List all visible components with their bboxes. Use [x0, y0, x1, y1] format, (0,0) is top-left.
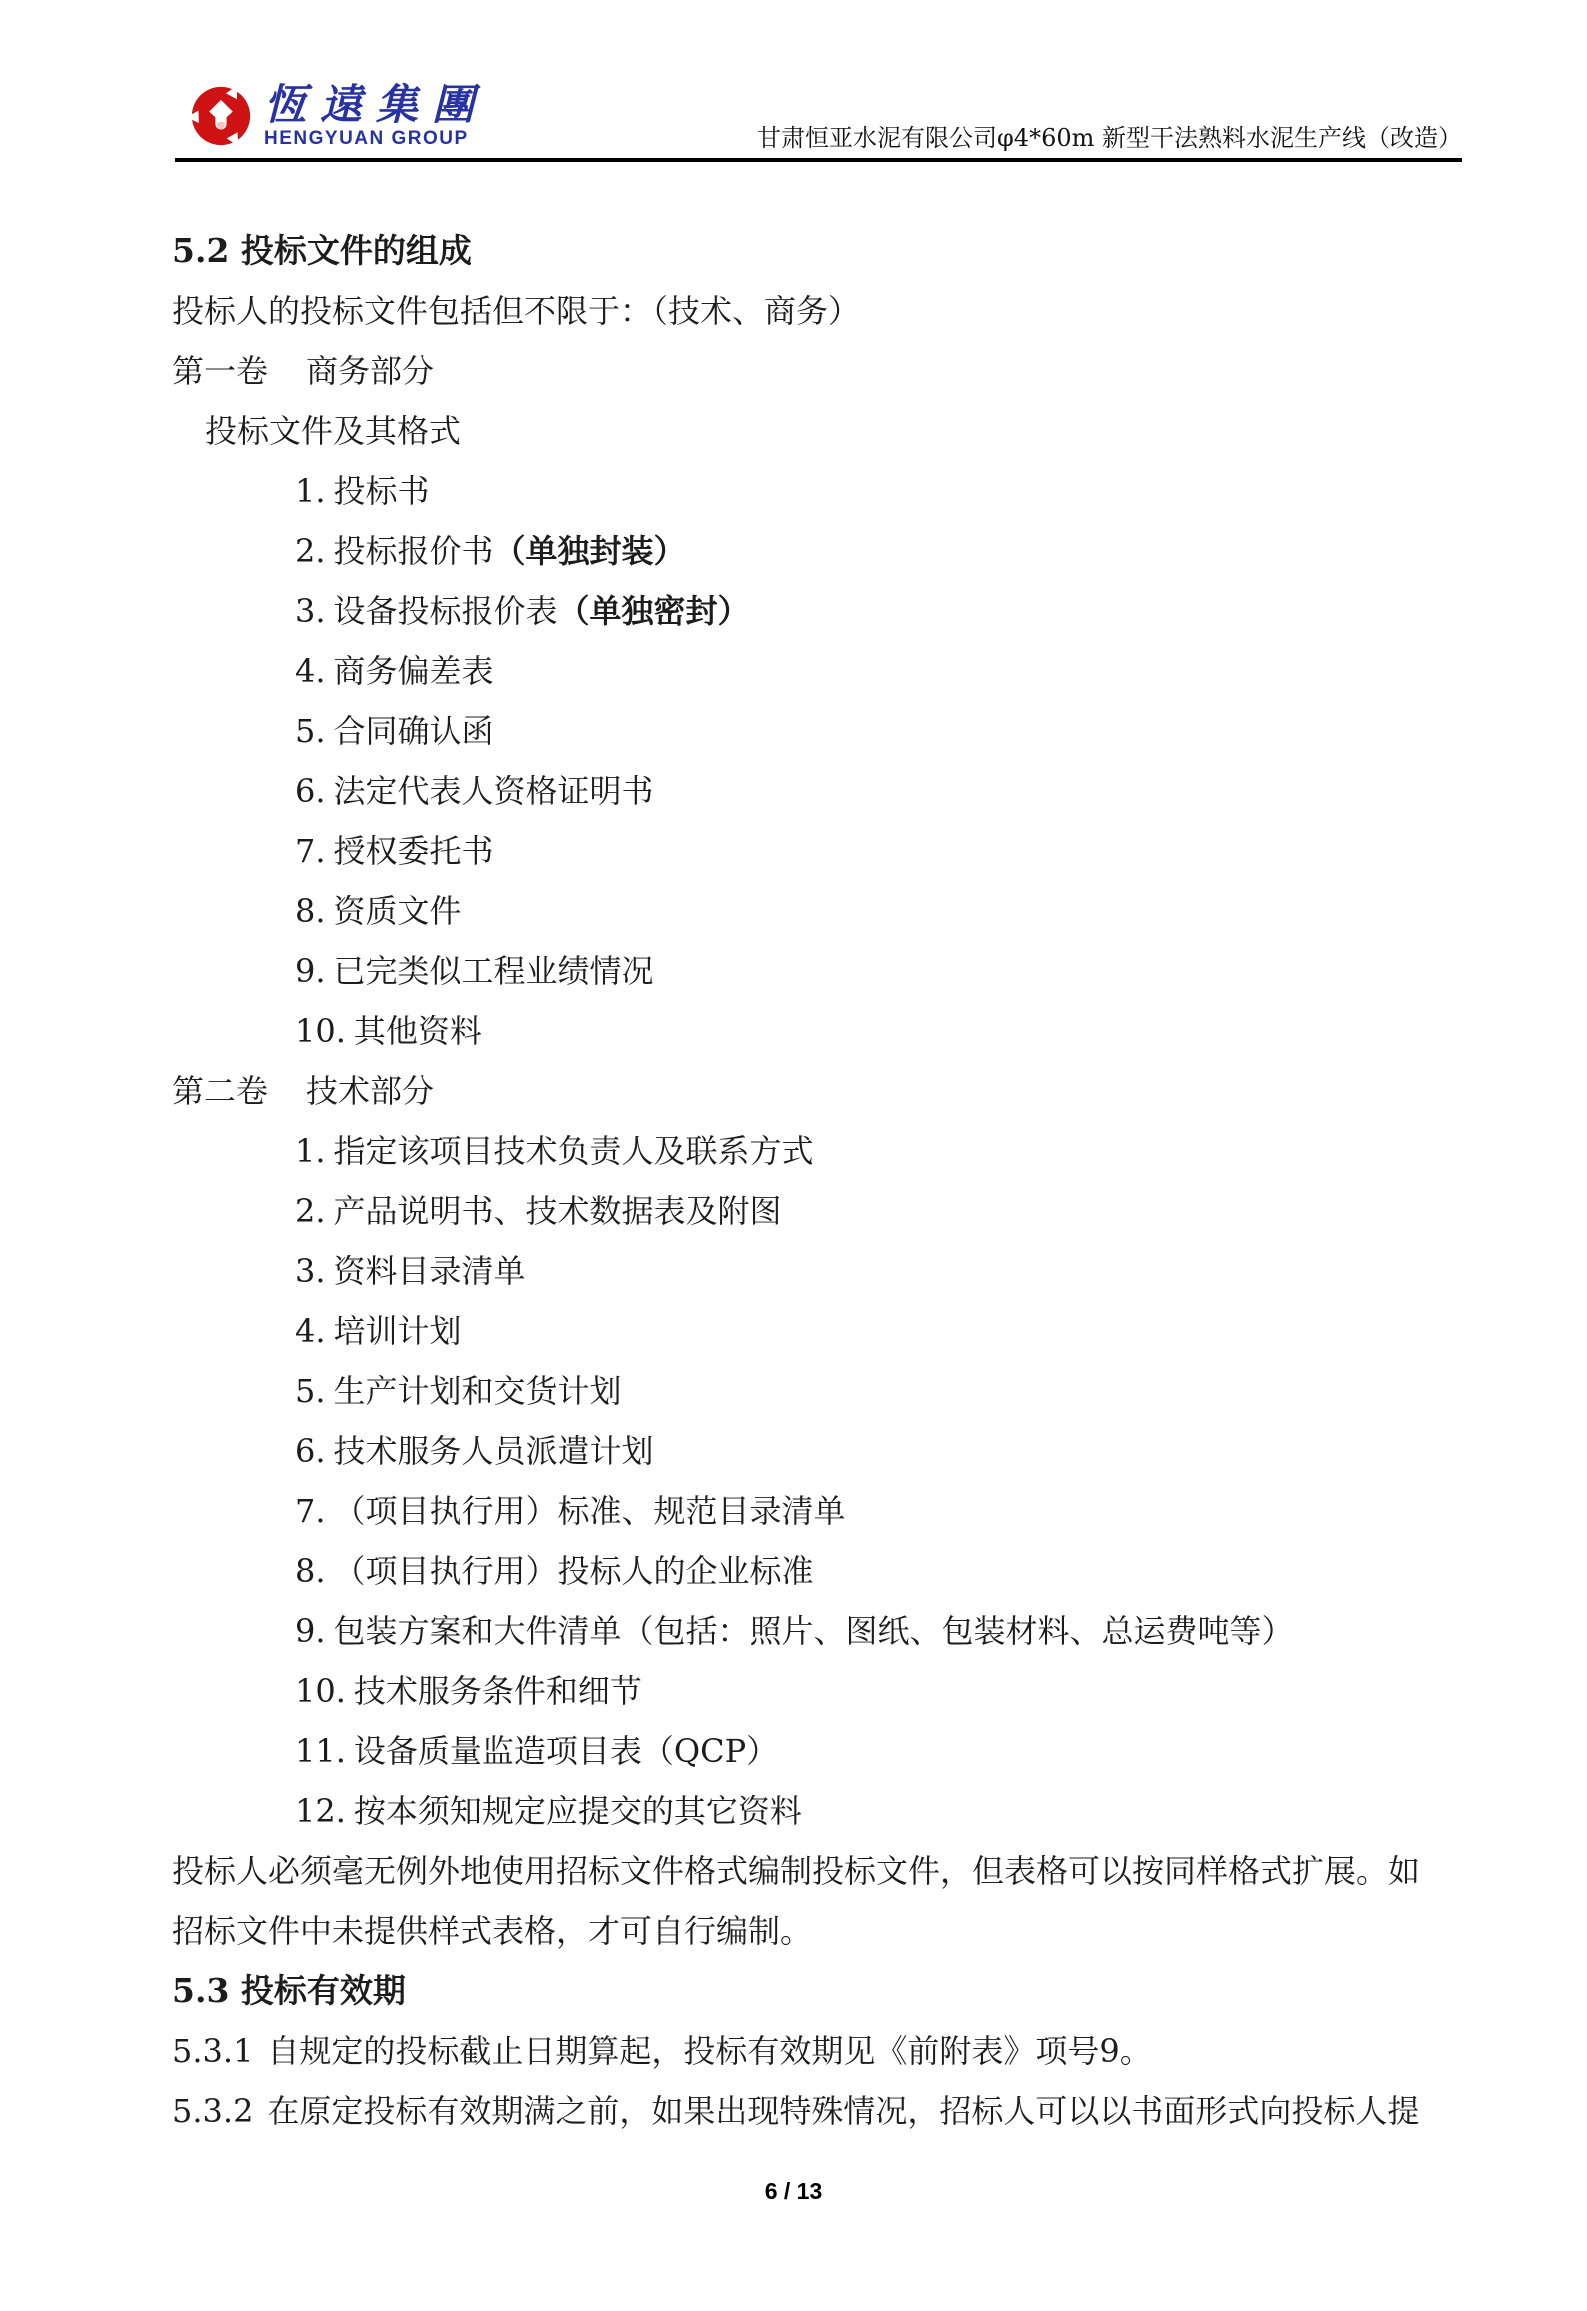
logo-english-name: HENGYUAN GROUP — [264, 128, 469, 149]
logo-chinese-name: 恆遠集團 — [264, 80, 489, 129]
list-item-number: 11. — [295, 1732, 346, 1770]
list-item — [172, 1781, 1467, 1841]
list-item — [172, 641, 1467, 701]
list-item — [172, 461, 1467, 521]
volume1-label: 第一卷 — [172, 352, 269, 390]
list-item — [172, 1661, 1467, 1721]
page-number: 6 / 13 — [764, 2178, 823, 2204]
list-item — [172, 1181, 1467, 1241]
list-item-number: 3. — [295, 1252, 326, 1290]
list-item — [172, 821, 1467, 881]
hengyuan-emblem-icon — [190, 85, 252, 147]
list-item-number: 8. — [295, 892, 326, 930]
list-item-number: 1. — [295, 472, 326, 510]
list-item-text: 生产计划和交货计划 — [333, 1372, 622, 1410]
list-item-number: 9. — [295, 952, 326, 990]
list-item-number: 7. — [295, 832, 326, 870]
list-item-text: （项目执行用）投标人的企业标准 — [333, 1552, 814, 1590]
list-item-number: 7. — [295, 1492, 326, 1530]
list-item-text: 包装方案和大件清单（包括：照片、图纸、包装材料、总运费吨等） — [333, 1612, 1294, 1650]
list-item-text: 技术服务条件和细节 — [353, 1672, 642, 1710]
section-5-3-heading: 5.3 投标有效期 — [172, 1971, 406, 2010]
list-item-text: 投标报价书 — [333, 532, 494, 570]
list-item-number: 4. — [295, 652, 326, 690]
list-item-text: （项目执行用）标准、规范目录清单 — [333, 1492, 846, 1530]
list-item-bold-text: （单独密封） — [557, 592, 750, 630]
list-item — [172, 701, 1467, 761]
list-item-number: 6. — [295, 1432, 326, 1470]
volume2-title: 技术部分 — [306, 1072, 435, 1110]
list-item-text: 技术服务人员派遣计划 — [333, 1432, 654, 1470]
list-item-number: 12. — [295, 1792, 346, 1830]
list-item — [172, 1301, 1467, 1361]
clause-text: 自规定的投标截止日期算起，投标有效期见《前附表》项号9。 — [267, 2032, 1152, 2070]
page-header — [0, 0, 1587, 164]
list-item-number: 9. — [295, 1612, 326, 1650]
list-item-text: 资料目录清单 — [333, 1252, 526, 1290]
closing-paragraph-line1: 投标人必须毫无例外地使用招标文件格式编制投标文件，但表格可以按同样格式扩展。如 — [172, 1852, 1421, 1890]
list-item-number: 2. — [295, 1192, 326, 1230]
list-item-text: 培训计划 — [333, 1312, 462, 1350]
list-item — [172, 581, 1467, 641]
list-item — [172, 881, 1467, 941]
list-item — [172, 761, 1467, 821]
list-item-text: 合同确认函 — [333, 712, 494, 750]
volume1-heading — [172, 341, 1467, 401]
list-item — [172, 1121, 1467, 1181]
volume2-label: 第二卷 — [172, 1072, 269, 1110]
list-item-text: 投标书 — [333, 472, 430, 510]
clause-text: 在原定投标有效期满之前，如果出现特殊情况，招标人可以以书面形式向投标人提 — [267, 2092, 1420, 2130]
list-item-text: 按本须知规定应提交的其它资料 — [353, 1792, 802, 1830]
list-item — [172, 1241, 1467, 1301]
section-5-2-heading: 5.2 投标文件的组成 — [172, 231, 472, 270]
list-item — [172, 1361, 1467, 1421]
list-item-number: 10. — [295, 1672, 346, 1710]
list-item — [172, 1601, 1467, 1661]
clause-5-3-2 — [172, 2081, 1467, 2141]
list-item-text: 指定该项目技术负责人及联系方式 — [333, 1132, 814, 1170]
list-item-number: 8. — [295, 1552, 326, 1590]
list-item — [172, 1541, 1467, 1601]
list-item-number: 5. — [295, 1372, 326, 1410]
header-project-title: 甘肃恒亚水泥有限公司φ4*60m 新型干法熟料水泥生产线（改造） — [757, 124, 1462, 152]
list-item-number: 2. — [295, 532, 326, 570]
list-item-text: 设备投标报价表 — [333, 592, 558, 630]
intro-paragraph: 投标人的投标文件包括但不限于：（技术、商务） — [172, 292, 861, 330]
clause-number: 5.3.2 — [172, 2092, 254, 2130]
list-item-text: 商务偏差表 — [333, 652, 494, 690]
list-item — [172, 941, 1467, 1001]
header-divider — [175, 158, 1462, 162]
list-item-number: 4. — [295, 1312, 326, 1350]
volume1-title: 商务部分 — [306, 352, 435, 390]
list-item — [172, 1481, 1467, 1541]
list-item-text: 法定代表人资格证明书 — [333, 772, 654, 810]
list-item-number: 5. — [295, 712, 326, 750]
logo-wordmark — [264, 80, 489, 149]
list-item-text: 资质文件 — [333, 892, 462, 930]
document-body — [172, 221, 1467, 2141]
list-item-number: 3. — [295, 592, 326, 630]
closing-paragraph-line2: 招标文件中未提供样式表格，才可自行编制。 — [172, 1912, 813, 1950]
list-item-text: 设备质量监造项目表（QCP） — [353, 1732, 779, 1770]
list-item-text: 产品说明书、技术数据表及附图 — [333, 1192, 782, 1230]
list-item-bold-text: （单独封装） — [493, 532, 686, 570]
list-item — [172, 1721, 1467, 1781]
clause-number: 5.3.1 — [172, 2032, 254, 2070]
list-item-text: 授权委托书 — [333, 832, 494, 870]
list-item — [172, 1421, 1467, 1481]
list-item-number: 10. — [295, 1012, 346, 1050]
list-item-text: 其他资料 — [353, 1012, 482, 1050]
list-item-number: 6. — [295, 772, 326, 810]
list-item — [172, 1001, 1467, 1061]
volume2-heading — [172, 1061, 1467, 1121]
company-logo — [190, 80, 489, 149]
format-heading: 投标文件及其格式 — [205, 412, 462, 450]
list-item — [172, 521, 1467, 581]
list-item-number: 1. — [295, 1132, 326, 1170]
list-item-text: 已完类似工程业绩情况 — [333, 952, 654, 990]
clause-5-3-1 — [172, 2021, 1467, 2081]
